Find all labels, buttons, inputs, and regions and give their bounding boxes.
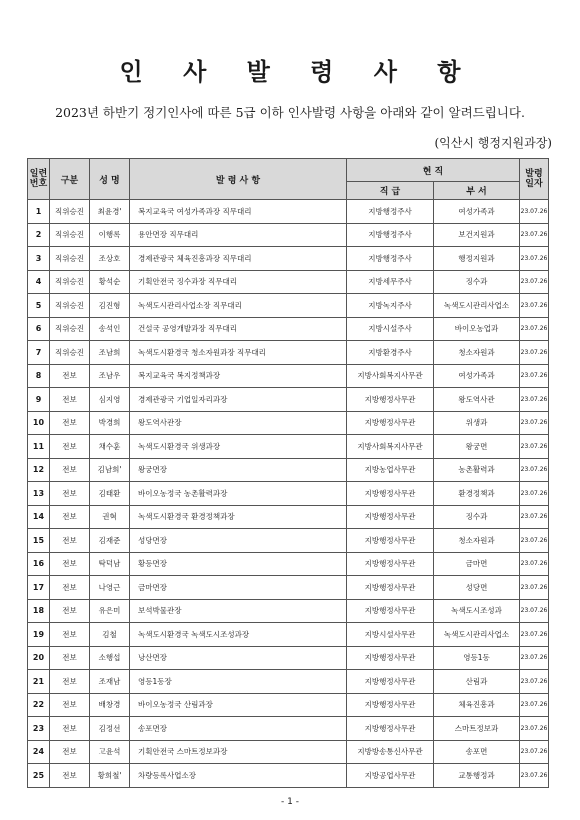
cell-appointment: 녹색도시관리사업소장 직무대리 <box>130 294 347 318</box>
cell-division: 농촌활력과 <box>434 458 520 482</box>
cell-name: 김재준 <box>90 529 130 553</box>
cell-grade: 지방행정사무관 <box>347 717 434 741</box>
table-row <box>28 341 549 365</box>
cell-serial-no: 16 <box>28 552 50 576</box>
cell-grade: 지방행정사무관 <box>347 552 434 576</box>
cell-serial-no: 5 <box>28 294 50 318</box>
table-body <box>28 200 549 788</box>
cell-grade: 지방행정주사 <box>347 247 434 271</box>
cell-type: 전보 <box>50 482 90 506</box>
cell-type: 전보 <box>50 670 90 694</box>
cell-type: 전보 <box>50 599 90 623</box>
header-date: 발령 일자 <box>520 159 549 200</box>
cell-date: 23.07.26 <box>520 482 549 506</box>
cell-division: 바이오농업과 <box>434 317 520 341</box>
cell-date: 23.07.26 <box>520 317 549 341</box>
cell-date: 23.07.26 <box>520 764 549 788</box>
header-appointment: 발 령 사 항 <box>130 159 347 200</box>
cell-appointment: 보석박물관장 <box>130 599 347 623</box>
cell-type: 직위승진 <box>50 270 90 294</box>
cell-division: 녹색도시관리사업소 <box>434 294 520 318</box>
cell-date: 23.07.26 <box>520 247 549 271</box>
table-row <box>28 482 549 506</box>
cell-appointment: 경제관광국 기업일자리과장 <box>130 388 347 412</box>
cell-type: 전보 <box>50 505 90 529</box>
cell-type: 전보 <box>50 693 90 717</box>
table-row <box>28 599 549 623</box>
cell-serial-no: 17 <box>28 576 50 600</box>
cell-serial-no: 14 <box>28 505 50 529</box>
cell-name: 채수훈 <box>90 435 130 459</box>
table-row <box>28 317 549 341</box>
cell-date: 23.07.26 <box>520 411 549 435</box>
cell-type: 직위승진 <box>50 223 90 247</box>
cell-grade: 지방행정사무관 <box>347 693 434 717</box>
cell-name: 탁덕남 <box>90 552 130 576</box>
cell-name: 소행섭 <box>90 646 130 670</box>
cell-serial-no: 10 <box>28 411 50 435</box>
cell-name: 배창경 <box>90 693 130 717</box>
cell-date: 23.07.26 <box>520 341 549 365</box>
cell-name: 나영근 <box>90 576 130 600</box>
cell-serial-no: 22 <box>28 693 50 717</box>
cell-appointment: 영등1동장 <box>130 670 347 694</box>
table-row <box>28 411 549 435</box>
cell-date: 23.07.26 <box>520 505 549 529</box>
cell-type: 직위승진 <box>50 247 90 271</box>
cell-grade: 지방방송통신사무관 <box>347 740 434 764</box>
cell-division: 스마트정보과 <box>434 717 520 741</box>
table-row <box>28 200 549 224</box>
cell-type: 직위승진 <box>50 200 90 224</box>
cell-appointment: 건설국 공영개발과장 직무대리 <box>130 317 347 341</box>
header-grade: 직 급 <box>347 182 434 200</box>
cell-name: 권혁 <box>90 505 130 529</box>
cell-division: 행정지원과 <box>434 247 520 271</box>
cell-grade: 지방공업사무관 <box>347 764 434 788</box>
cell-grade: 지방환경주사 <box>347 341 434 365</box>
issuing-department: (익산시 행정지원과장) <box>434 136 552 150</box>
header-type: 구분 <box>50 159 90 200</box>
cell-appointment: 경제관광국 체육진흥과장 직무대리 <box>130 247 347 271</box>
cell-appointment: 녹색도시환경국 청소자원과장 직무대리 <box>130 341 347 365</box>
cell-division: 왕도역사관 <box>434 388 520 412</box>
cell-date: 23.07.26 <box>520 623 549 647</box>
cell-division: 징수과 <box>434 270 520 294</box>
cell-serial-no: 8 <box>28 364 50 388</box>
cell-appointment: 왕궁면장 <box>130 458 347 482</box>
table-row <box>28 576 549 600</box>
cell-appointment: 바이오농정국 농촌활력과장 <box>130 482 347 506</box>
table-row <box>28 717 549 741</box>
cell-grade: 지방행정사무관 <box>347 529 434 553</box>
header-name: 성 명 <box>90 159 130 200</box>
cell-date: 23.07.26 <box>520 364 549 388</box>
cell-grade: 지방시설주사 <box>347 317 434 341</box>
cell-type: 전보 <box>50 435 90 459</box>
table-row <box>28 247 549 271</box>
cell-date: 23.07.26 <box>520 294 549 318</box>
cell-name: 김태환 <box>90 482 130 506</box>
table-row <box>28 646 549 670</box>
cell-appointment: 용안면장 직무대리 <box>130 223 347 247</box>
table-row <box>28 764 549 788</box>
cell-serial-no: 12 <box>28 458 50 482</box>
cell-name: 최윤경' <box>90 200 130 224</box>
cell-date: 23.07.26 <box>520 435 549 459</box>
table-row <box>28 693 549 717</box>
cell-grade: 지방행정주사 <box>347 223 434 247</box>
cell-appointment: 복지교육국 복지정책과장 <box>130 364 347 388</box>
cell-serial-no: 11 <box>28 435 50 459</box>
cell-serial-no: 9 <box>28 388 50 412</box>
cell-division: 보건지원과 <box>434 223 520 247</box>
cell-date: 23.07.26 <box>520 270 549 294</box>
cell-type: 전보 <box>50 529 90 553</box>
cell-type: 직위승진 <box>50 294 90 318</box>
cell-division: 교통행정과 <box>434 764 520 788</box>
cell-type: 전보 <box>50 717 90 741</box>
cell-grade: 지방행정사무관 <box>347 411 434 435</box>
cell-serial-no: 18 <box>28 599 50 623</box>
cell-grade: 지방사회복지사무관 <box>347 364 434 388</box>
table-row <box>28 458 549 482</box>
cell-grade: 지방시설사무관 <box>347 623 434 647</box>
cell-division: 녹색도시조성과 <box>434 599 520 623</box>
cell-serial-no: 6 <box>28 317 50 341</box>
personnel-table <box>27 158 549 788</box>
table-row <box>28 223 549 247</box>
cell-appointment: 성당면장 <box>130 529 347 553</box>
cell-date: 23.07.26 <box>520 646 549 670</box>
cell-division: 청소자원과 <box>434 341 520 365</box>
header-division: 부 서 <box>434 182 520 200</box>
announcement-text: 2023년 하반기 정기인사에 따른 5급 이하 인사발령 사항을 아래와 같이 알려드립니다. <box>55 105 525 120</box>
table-row <box>28 740 549 764</box>
page-title: 인 사 발 령 사 항 <box>119 57 477 86</box>
header-serial-no: 일련 번호 <box>28 159 50 200</box>
cell-division: 금마면 <box>434 552 520 576</box>
cell-name: 김철 <box>90 623 130 647</box>
cell-grade: 지방사회복지사무관 <box>347 435 434 459</box>
cell-grade: 지방녹지주사 <box>347 294 434 318</box>
cell-appointment: 바이오농정국 산림과장 <box>130 693 347 717</box>
cell-grade: 지방행정사무관 <box>347 388 434 412</box>
cell-division: 녹색도시관리사업소 <box>434 623 520 647</box>
cell-type: 직위승진 <box>50 317 90 341</box>
table-row <box>28 505 549 529</box>
cell-type: 전보 <box>50 364 90 388</box>
cell-grade: 지방세무주사 <box>347 270 434 294</box>
cell-division: 환경정책과 <box>434 482 520 506</box>
cell-serial-no: 13 <box>28 482 50 506</box>
cell-type: 전보 <box>50 764 90 788</box>
cell-date: 23.07.26 <box>520 717 549 741</box>
cell-date: 23.07.26 <box>520 458 549 482</box>
cell-division: 징수과 <box>434 505 520 529</box>
cell-grade: 지방행정사무관 <box>347 599 434 623</box>
table-row <box>28 623 549 647</box>
table-row <box>28 552 549 576</box>
cell-appointment: 차량등록사업소장 <box>130 764 347 788</box>
cell-division: 여성가족과 <box>434 364 520 388</box>
cell-name: 김진형 <box>90 294 130 318</box>
cell-serial-no: 25 <box>28 764 50 788</box>
cell-grade: 지방행정주사 <box>347 200 434 224</box>
cell-date: 23.07.26 <box>520 529 549 553</box>
cell-grade: 지방행정사무관 <box>347 576 434 600</box>
page-number: - 1 - <box>281 797 299 807</box>
cell-appointment: 녹색도시환경국 녹색도시조성과장 <box>130 623 347 647</box>
cell-grade: 지방행정사무관 <box>347 482 434 506</box>
cell-appointment: 금마면장 <box>130 576 347 600</box>
table-row <box>28 364 549 388</box>
cell-name: 조재남 <box>90 670 130 694</box>
cell-date: 23.07.26 <box>520 200 549 224</box>
header-current-position: 현 직 <box>347 159 520 182</box>
cell-date: 23.07.26 <box>520 740 549 764</box>
cell-type: 전보 <box>50 388 90 412</box>
cell-grade: 지방행정사무관 <box>347 646 434 670</box>
cell-type: 전보 <box>50 458 90 482</box>
cell-appointment: 녹색도시환경국 환경정책과장 <box>130 505 347 529</box>
cell-appointment: 복지교육국 여성가족과장 직무대리 <box>130 200 347 224</box>
cell-appointment: 송포면장 <box>130 717 347 741</box>
cell-date: 23.07.26 <box>520 670 549 694</box>
cell-serial-no: 24 <box>28 740 50 764</box>
cell-type: 직위승진 <box>50 341 90 365</box>
table-row <box>28 670 549 694</box>
cell-name: 조남우 <box>90 364 130 388</box>
cell-name: 조남희 <box>90 341 130 365</box>
cell-grade: 지방행정사무관 <box>347 505 434 529</box>
cell-division: 왕궁면 <box>434 435 520 459</box>
cell-division: 송포면 <box>434 740 520 764</box>
cell-division: 청소자원과 <box>434 529 520 553</box>
cell-division: 성당면 <box>434 576 520 600</box>
cell-appointment: 녹색도시환경국 위생과장 <box>130 435 347 459</box>
cell-division: 위생과 <box>434 411 520 435</box>
table-row <box>28 388 549 412</box>
cell-name: 박경희 <box>90 411 130 435</box>
cell-serial-no: 7 <box>28 341 50 365</box>
cell-serial-no: 2 <box>28 223 50 247</box>
cell-division: 여성가족과 <box>434 200 520 224</box>
cell-serial-no: 23 <box>28 717 50 741</box>
cell-name: 고윤석 <box>90 740 130 764</box>
cell-name: 이행록 <box>90 223 130 247</box>
cell-serial-no: 20 <box>28 646 50 670</box>
cell-serial-no: 4 <box>28 270 50 294</box>
cell-type: 전보 <box>50 552 90 576</box>
cell-date: 23.07.26 <box>520 576 549 600</box>
cell-name: 황희철' <box>90 764 130 788</box>
cell-date: 23.07.26 <box>520 693 549 717</box>
cell-division: 체육진흥과 <box>434 693 520 717</box>
cell-serial-no: 15 <box>28 529 50 553</box>
cell-serial-no: 3 <box>28 247 50 271</box>
cell-name: 김남희' <box>90 458 130 482</box>
table-row <box>28 294 549 318</box>
cell-appointment: 황등면장 <box>130 552 347 576</box>
cell-name: 김정선 <box>90 717 130 741</box>
cell-date: 23.07.26 <box>520 223 549 247</box>
cell-serial-no: 19 <box>28 623 50 647</box>
cell-name: 조상호 <box>90 247 130 271</box>
cell-appointment: 기획안전국 징수과장 직무대리 <box>130 270 347 294</box>
cell-appointment: 왕도역사관장 <box>130 411 347 435</box>
cell-type: 전보 <box>50 576 90 600</box>
cell-grade: 지방농업사무관 <box>347 458 434 482</box>
table-row <box>28 435 549 459</box>
cell-name: 송석인 <box>90 317 130 341</box>
cell-division: 영등1동 <box>434 646 520 670</box>
cell-name: 심지영 <box>90 388 130 412</box>
table-row <box>28 270 549 294</box>
cell-date: 23.07.26 <box>520 599 549 623</box>
cell-type: 전보 <box>50 646 90 670</box>
table-row <box>28 529 549 553</box>
cell-serial-no: 21 <box>28 670 50 694</box>
cell-date: 23.07.26 <box>520 388 549 412</box>
cell-appointment: 낭산면장 <box>130 646 347 670</box>
cell-type: 전보 <box>50 740 90 764</box>
cell-serial-no: 1 <box>28 200 50 224</box>
cell-name: 유은미 <box>90 599 130 623</box>
cell-type: 전보 <box>50 411 90 435</box>
cell-type: 전보 <box>50 623 90 647</box>
cell-appointment: 기획안전국 스마트정보과장 <box>130 740 347 764</box>
cell-date: 23.07.26 <box>520 552 549 576</box>
cell-name: 황석순 <box>90 270 130 294</box>
cell-division: 산림과 <box>434 670 520 694</box>
cell-grade: 지방행정사무관 <box>347 670 434 694</box>
